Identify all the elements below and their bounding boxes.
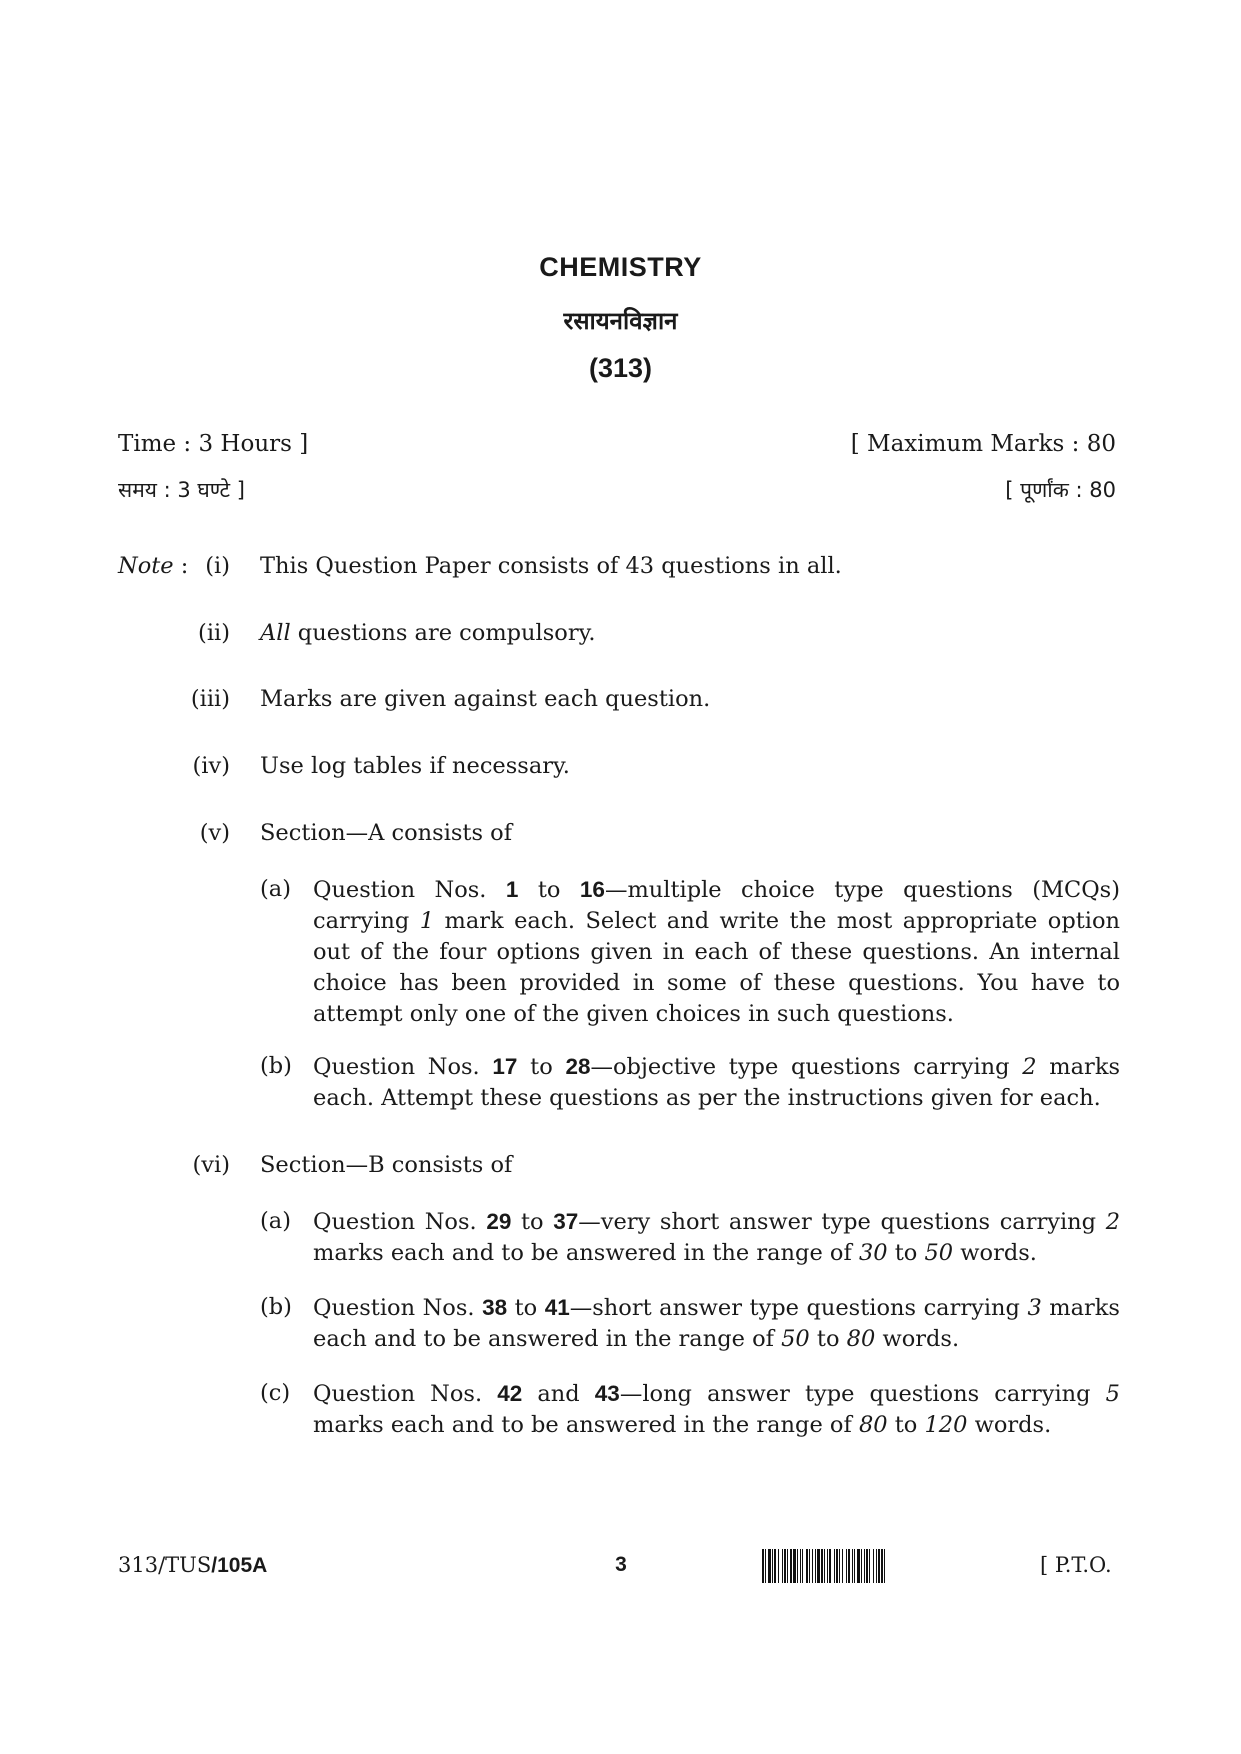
barcode — [762, 1549, 1019, 1583]
sub-item-text: Question Nos. 1 to 16—multiple choice type questions (MCQs) carrying 1 mark each. Select and write the most appropriate option out of the four options given in each of these questions. An internal choice has been provided in some of these questions. You have to attempt only one of the given choices in such questions. — [313, 877, 1121, 1027]
barcode-stripe — [885, 1549, 888, 1583]
sub-item-text: Question Nos. 29 to 37—very short answer type questions carrying 2 marks each and to be answered in the range of 30 to 50 words. — [313, 1209, 1121, 1266]
note-item-number: (i) — [205, 553, 230, 579]
pto-label: [ P.T.O. — [1040, 1553, 1112, 1577]
subject-title-hindi: रसायनविज्ञान — [563, 307, 678, 335]
note-item-text: This Question Paper consists of 43 questions in all. — [260, 553, 842, 579]
sub-item-text: Question Nos. 42 and 43—long answer type questions carrying 5 marks each and to be answered in the range of 80 to 120 words. — [313, 1381, 1120, 1438]
sub-item-number: (a) — [260, 876, 291, 902]
sub-item-number: (c) — [260, 1380, 291, 1406]
note-item-number: (iii) — [190, 686, 230, 712]
sub-item-text: Question Nos. 38 to 41—short answer type questions carrying 3 marks each and to be answered in the range of 50 to 80 words. — [313, 1295, 1120, 1352]
note-item-text: Section—A consists of — [260, 820, 513, 846]
note-item-text: Use log tables if necessary. — [260, 753, 570, 779]
max-marks-english: [ Maximum Marks : 80 — [850, 431, 1116, 457]
note-item-number: (v) — [199, 820, 230, 846]
note-item-number: (ii) — [198, 620, 230, 646]
note-item-text: Marks are given against each question. — [260, 686, 711, 712]
note-item-number: (iv) — [192, 753, 230, 779]
note-item-number: (vi) — [192, 1152, 230, 1178]
sub-item-text: Question Nos. 17 to 28—objective type questions carrying 2 marks each. Attempt these questions as per the instructions given for each. — [313, 1054, 1120, 1111]
max-marks-hindi: [ पूर्णांक : 80 — [1005, 478, 1116, 502]
paper-series-code: 313/TUS/105A — [118, 1553, 268, 1577]
sub-item-number: (b) — [260, 1294, 292, 1320]
note-item-text: All questions are compulsory. — [260, 620, 596, 646]
subject-title-english: CHEMISTRY — [539, 252, 702, 282]
note-label: Note : — [118, 553, 189, 579]
time-english: Time : 3 Hours ] — [118, 431, 309, 457]
note-item-text: Section—B consists of — [260, 1152, 513, 1178]
time-hindi: समय : 3 घण्टे ] — [118, 478, 246, 502]
page-number: 3 — [615, 1553, 627, 1576]
sub-item-number: (a) — [260, 1208, 291, 1234]
paper-code: (313) — [588, 353, 653, 383]
sub-item-number: (b) — [260, 1053, 292, 1079]
